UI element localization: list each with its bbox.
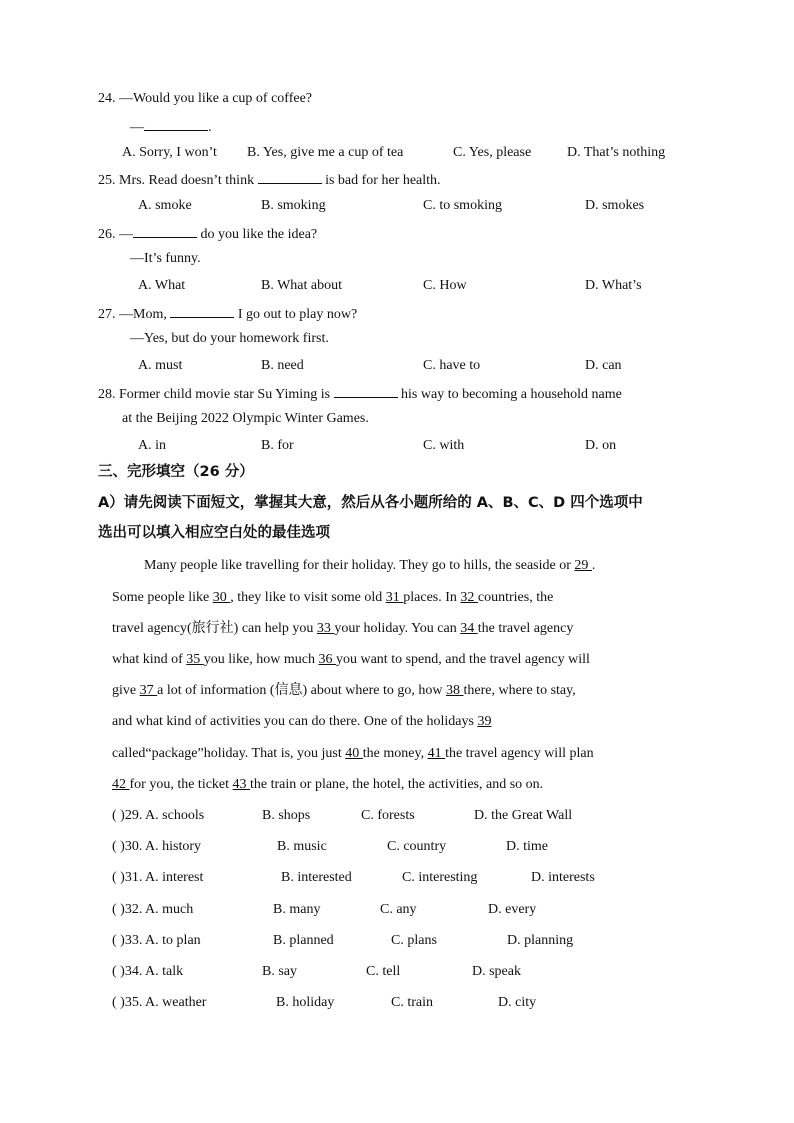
blank-38: 38 [446,683,464,698]
question-27-option-d: D. can [585,358,622,373]
question-31-option-a: ( )31. A. interest [112,870,204,886]
question-31-option-d: D. interests [531,870,595,886]
question-33-option-c: C. plans [391,932,437,948]
stem-post: his way to becoming a household name [401,387,622,402]
passage-text: Many people like travelling for their holiday. They go to hills, the seaside or [144,558,571,573]
question-24-option-b: B. Yes, give me a cup of tea [247,145,404,160]
question-27-option-b: B. need [261,358,304,373]
question-34-option-c: C. tell [366,964,401,979]
section-title: 三、完形填空（26 分） [98,464,254,480]
question-30-option-a: ( )30. A. history [112,839,202,855]
blank-30: 30 [212,590,231,605]
question-30-option-d: D. time [506,839,548,855]
stem-post: do you like the idea? [200,227,318,242]
reply-dash: — [130,120,144,135]
question-28-stem-line2: at the Beijing 2022 Olympic Winter Games. [122,411,369,426]
question-33-option-d: D. planning [507,932,574,948]
blank-43: 43 [232,777,251,792]
question-27-option-c: C. have to [423,358,481,373]
blank-37: 37 [139,683,158,698]
passage-text: give [112,683,137,698]
question-26-option-d: D. What’s [585,278,642,293]
passage-text: what kind of [112,652,183,667]
question-35-option-a: ( )35. A. weather [112,995,207,1011]
question-32-option-c: C. any [380,901,417,917]
question-29-option-c: C. forests [361,808,415,823]
passage-text: Some people like [112,590,210,605]
question-30-option-c: C. country [387,839,447,855]
question-29-option-b: B. shops [262,808,311,823]
blank-33: 33 [316,621,335,636]
stem-pre: 25. Mrs. Read doesn’t think [98,173,255,188]
question-32-option-b: B. many [273,901,321,917]
question-34-option-a: ( )34. A. talk [112,964,184,979]
question-28-option-b: B. for [261,438,294,453]
question-31-option-b: B. interested [281,870,352,886]
question-25-option-a: A. smoke [138,198,192,213]
passage-line-6 [112,706,687,737]
passage-text: and what kind of activities you can do there. One of the holidays [112,714,474,729]
blank-31: 31 [385,590,404,605]
stem-pre: 28. Former child movie star Su Yiming is [98,387,331,402]
question-26-option-c: C. How [423,278,467,293]
question-25-option-d: D. smokes [585,198,645,213]
question-28-option-a: A. in [138,438,166,453]
question-24-option-c: C. Yes, please [453,145,532,160]
question-25-option-b: B. smoking [261,198,326,213]
question-25-stem [98,170,441,190]
passage-text: the money, [362,746,425,761]
question-24-option-a: A. Sorry, I won’t [122,145,217,160]
passage-text: you like, how much [203,652,315,667]
passage-text: travel agency(旅行社) can help you [112,621,314,636]
blank-29: 29 [574,558,592,573]
passage-line-5 [112,675,687,706]
question-26-reply: —It’s funny. [130,251,201,266]
question-32-option-a: ( )32. A. much [112,901,194,917]
question-30-option-b: B. music [277,839,327,855]
passage-text: the travel agency [477,621,574,636]
passage-text: for you, the ticket [129,777,230,792]
stem-pre: 27. —Mom, [98,307,167,322]
question-31-option-c: C. interesting [402,870,478,886]
reply-end: . [208,120,212,135]
question-33-option-b: B. planned [273,932,334,948]
question-28-option-c: C. with [423,438,465,453]
question-27-reply: —Yes, but do your homework first. [130,331,329,346]
question-34-option-b: B. say [262,964,297,979]
passage-text: places. In [403,590,457,605]
stem-pre: 26. — [98,227,133,242]
question-26-option-b: B. What about [261,278,343,293]
blank-39: 39 [477,714,492,729]
passage-line-7 [112,738,687,769]
blank-35: 35 [186,652,204,667]
answer-blank [144,117,208,131]
question-28-stem [98,384,622,404]
blank-34: 34 [460,621,478,636]
passage-text: you want to spend, and the travel agency will [335,652,590,667]
section-instruction-line2: 选出可以填入相应空白处的最佳选项 [98,525,330,541]
question-27-stem [98,304,357,324]
question-35-option-b: B. holiday [276,995,335,1011]
question-35-option-d: D. city [498,995,537,1011]
answer-blank [258,170,322,184]
passage-text: called“package”holiday. That is, you just [112,746,342,761]
passage-text: there, where to stay, [463,683,576,698]
passage-line-8 [112,769,687,800]
blank-32: 32 [460,590,478,605]
passage-text: the train or plane, the hotel, the activities, and so on. [250,777,544,792]
passage-line-1 [144,550,719,581]
stem-post: I go out to play now? [237,307,358,322]
blank-40: 40 [345,746,363,761]
blank-41: 41 [427,746,446,761]
passage-text: , they like to visit some old [230,590,383,605]
question-29-option-a: ( )29. A. schools [112,808,205,823]
passage-text: your holiday. You can [334,621,457,636]
passage-text: countries, the [477,590,554,605]
question-33-option-a: ( )33. A. to plan [112,932,201,948]
question-26-option-a: A. What [138,278,186,293]
question-28-option-d: D. on [585,438,617,453]
passage-text: a lot of information (信息) about where to go, how [157,683,443,698]
answer-blank [334,384,398,398]
question-24-option-d: D. That’s nothing [567,145,666,160]
passage-text: . [591,558,596,573]
passage-text: the travel agency will plan [445,746,594,761]
question-34-option-d: D. speak [472,964,521,979]
question-27-option-a: A. must [138,358,183,373]
question-24-stem: 24. —Would you like a cup of coffee? [98,91,312,106]
question-24-reply [130,117,212,137]
section-instruction-line1: A）请先阅读下面短文，掌握其大意，然后从各小题所给的 A、B、C、D 四个选项中 [98,495,643,511]
question-32-option-d: D. every [488,901,537,917]
passage-line-3 [112,613,687,644]
answer-blank [170,304,234,318]
question-35-option-c: C. train [391,995,433,1011]
stem-post: is bad for her health. [325,173,441,188]
blank-36: 36 [318,652,336,667]
question-29-option-d: D. the Great Wall [474,808,573,823]
passage-line-4 [112,644,687,675]
passage-line-2 [112,582,687,613]
blank-42: 42 [112,777,130,792]
question-25-option-c: C. to smoking [423,198,502,213]
answer-blank [133,224,197,238]
question-26-stem [98,224,317,244]
